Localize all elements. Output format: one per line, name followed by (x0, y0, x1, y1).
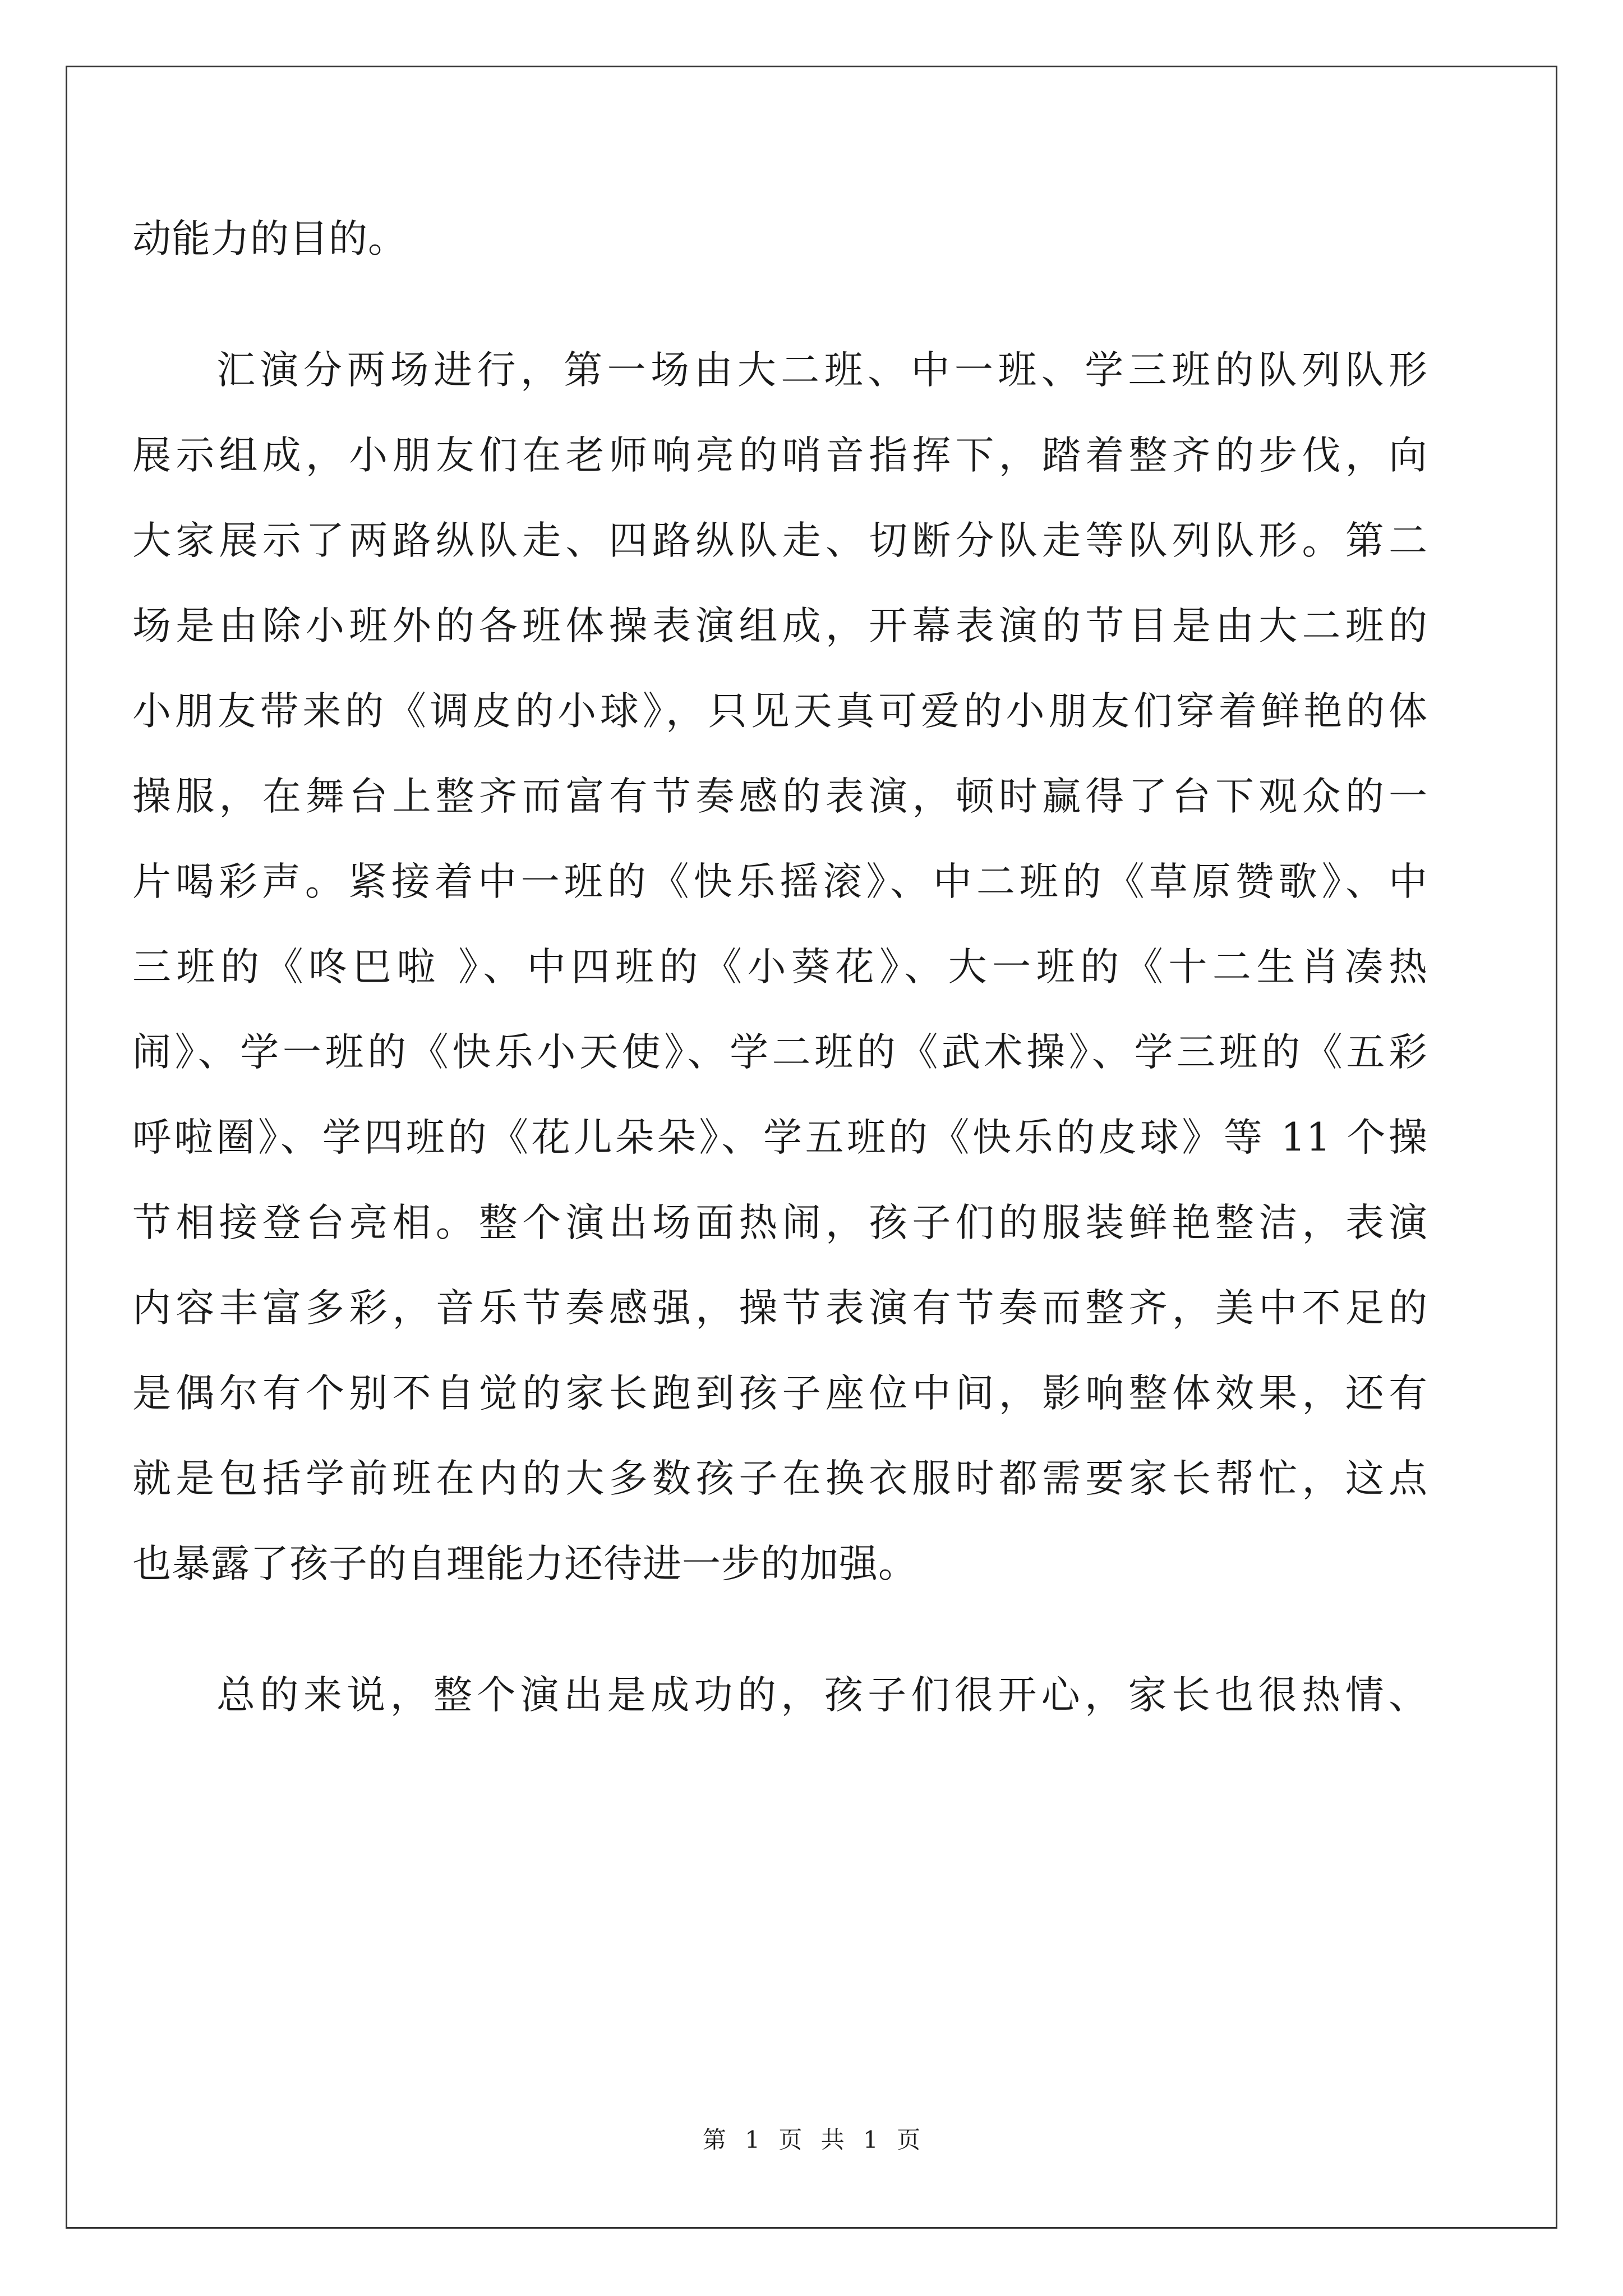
text-line: 内容丰富多彩，音乐节奏感强，操节表演有节奏而整齐，美中不足的 (132, 1286, 1428, 1331)
text-line: 三班的《咚巴啦 》、中四班的《小葵花》、大一班的《十二生肖凑热 (132, 945, 1428, 990)
text-line: 操服，在舞台上整齐而富有节奏感的表演，顿时赢得了台下观众的一 (132, 774, 1428, 819)
text-line: 也暴露了孩子的自理能力还待进一步的加强。 (132, 1542, 917, 1586)
text-line: 动能力的目的。 (132, 217, 407, 261)
text-line: 节相接登台亮相。整个演出场面热闹，孩子们的服装鲜艳整洁，表演 (132, 1200, 1428, 1245)
text-line: 大家展示了两路纵队走、四路纵队走、切断分队走等队列队形。第二 (132, 518, 1428, 563)
text-line: 呼啦圈》、学四班的《花儿朵朵》、学五班的《快乐的皮球》等 11 个操 (132, 1115, 1428, 1160)
text-line: 场是由除小班外的各班体操表演组成，开幕表演的节目是由大二班的 (132, 604, 1428, 648)
page-footer: 第 1 页 共 1 页 (702, 2126, 921, 2154)
text-line: 是偶尔有个别不自觉的家长跑到孩子座位中间，影响整体效果，还有 (132, 1371, 1428, 1416)
text-line: 闹》、学一班的《快乐小天使》、学二班的《武术操》、学三班的《五彩 (132, 1030, 1428, 1075)
text-line: 展示组成，小朋友们在老师响亮的哨音指挥下，踏着整齐的步伐，向 (132, 433, 1428, 478)
text-line: 小朋友带来的《调皮的小球》，只见天真可爱的小朋友们穿着鲜艳的体 (132, 689, 1428, 734)
text-line: 就是包括学前班在内的大多数孩子在换衣服时都需要家长帮忙，这点 (132, 1456, 1428, 1501)
document-body (132, 196, 1428, 1738)
text-line: 总的来说，整个演出是成功的，孩子们很开心，家长也很热情、 (216, 1673, 1428, 1718)
text-line: 汇演分两场进行，第一场由大二班、中一班、学三班的队列队形 (216, 348, 1428, 393)
text-line: 片喝彩声。紧接着中一班的《快乐摇滚》、中二班的《草原赞歌》、中 (132, 859, 1428, 904)
